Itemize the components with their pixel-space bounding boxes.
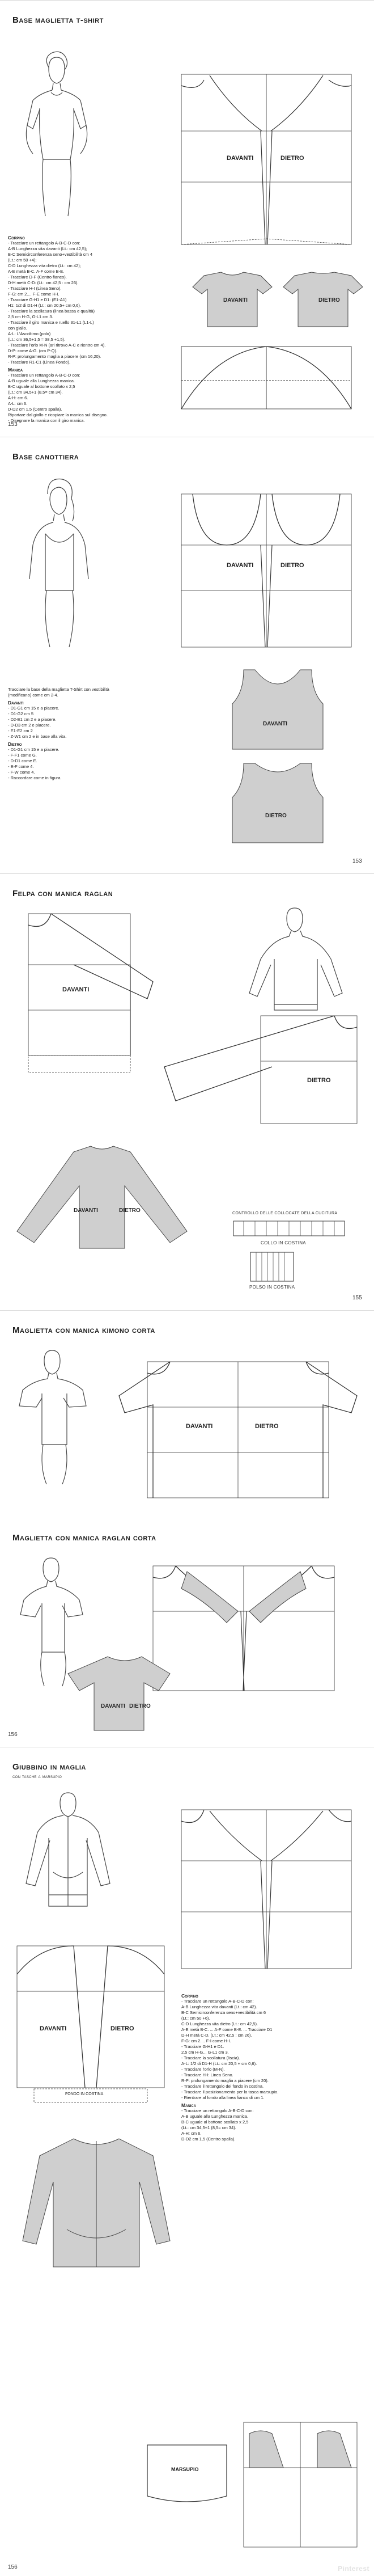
instruction-line: (Lt.: cm 50 +6).	[181, 2016, 210, 2021]
instruction-line: - D1-G1 cm 15 e a piacere.	[8, 706, 60, 711]
pattern-draft-felpa-back	[153, 1010, 363, 1129]
label-davanti: DAVANTI	[186, 1423, 213, 1430]
caption-polso: POLSO IN COSTINA	[249, 1285, 295, 1290]
instruction-line: A-L: 1/2 di D1-H (Lt.: cm 20,5 + cm 0,6).	[181, 2061, 257, 2066]
instruction-line: - F-F1 come G.	[8, 753, 37, 758]
label-marsupio: MARSUPIO	[171, 2467, 199, 2472]
instruction-line: (Lt.: cm 34,5+1 (8,5= cm 34).	[8, 390, 63, 395]
flat-sketch-giubbino	[11, 2133, 181, 2281]
page-number: 156	[8, 2564, 18, 2570]
page-title-kimono: Maglietta con manica kimono corta	[12, 1325, 155, 1335]
instruction-line: - Tracciare R1-C1 (Linea Fondo).	[8, 360, 71, 365]
label-davanti: DAVANTI	[227, 155, 254, 162]
label-dietro: DIETRO	[110, 2025, 134, 2032]
section-heading: Davanti	[8, 700, 24, 706]
ribbing-collar	[232, 1220, 346, 1237]
instruction-line: C-D Lunghezza vita dietro (Lt.: cm 42);	[8, 263, 81, 268]
label-dietro: DIETRO	[280, 155, 304, 162]
instruction-line: - Tracciare il giro manica e ruello 31-L1 (L1-L)	[8, 320, 94, 325]
instruction-line: - E1-E2 cm 2	[8, 728, 33, 733]
pattern-draft-canottiera	[170, 477, 363, 658]
instruction-line: (modificano) come cm 2-4.	[8, 692, 58, 698]
instruction-line: - D1-G2 cm 5	[8, 711, 34, 716]
section-heading: Manica	[8, 367, 23, 373]
section-heading: Corpino	[8, 235, 25, 240]
instruction-list	[8, 235, 130, 424]
instruction-line: - Tracciare il rettangolo del fondo in costina.	[181, 2084, 264, 2089]
instruction-line: D-H metà C-D: (Lt.: cm 42,5 : cm 26).	[8, 280, 79, 285]
instruction-line: - Tracciare D-F (Centro fianco).	[8, 275, 67, 280]
instruction-line: - Raccordare come in figura.	[8, 775, 62, 780]
instruction-line: - Tracciare un rettangolo A-B-C-D con:	[8, 373, 80, 378]
flat-label-dietro: DIETRO	[265, 813, 287, 819]
instruction-line: A-H: cm 6.	[181, 2131, 202, 2136]
section-heading: Corpino	[181, 1993, 198, 1999]
page-giubbino	[0, 1747, 374, 2576]
instruction-line: - F-W come 4.	[8, 770, 35, 775]
page-number: 155	[352, 1295, 362, 1301]
flat-label-dietro: DIETRO	[119, 1207, 141, 1214]
page-title: Base canottiera	[12, 452, 79, 462]
label-dietro: DIETRO	[255, 1423, 279, 1430]
instruction-line: (Lt.: cm 36,5+1,5 = 38,5 +1,5).	[8, 337, 66, 342]
label-davanti: DAVANTI	[40, 2025, 67, 2032]
instruction-line: A-B uguale alla Lunghezza manica.	[8, 378, 75, 383]
page-base-maglietta	[0, 0, 374, 434]
instruction-line: (Lt.: cm 50 +4);	[8, 257, 37, 263]
instruction-line: B-C uguale al bottone scollato x 2,5	[181, 2119, 249, 2125]
fashion-figure-tshirt	[11, 40, 108, 222]
fashion-figure-canottiera	[11, 471, 108, 653]
instruction-line: A-B uguale alla Lunghezza manica.	[181, 2114, 248, 2119]
instructions-text	[8, 233, 130, 424]
instruction-line: Riportare dal giallo e ricopiare la manica sul disegno.	[8, 412, 108, 417]
caption-collo: COLLO IN COSTINA	[261, 1240, 306, 1245]
instruction-line: - Tracciare la scollatura (liscia).	[181, 2055, 240, 2060]
instructions-text	[181, 1991, 363, 2142]
flat-label-davanti: DAVANTI	[74, 1207, 98, 1214]
flat-sketch-raglan-corta	[62, 1651, 187, 1736]
instruction-line: F-G: cm 2.... F-E come H-I.	[8, 292, 60, 297]
flat-sketch-tshirt	[181, 270, 363, 330]
instruction-line: A-L: cm 6.	[8, 401, 28, 406]
instruction-line: - Tracciare il posizionamento per la tasca marsupio.	[181, 2089, 279, 2094]
flat-label-dietro: DIETRO	[129, 1703, 151, 1709]
instruction-line: A-L: L'Ascoltimo (polo)	[8, 331, 51, 336]
page-base-canottiera	[0, 437, 374, 871]
pocket-pattern-marsupio	[136, 2439, 238, 2507]
instruction-line: H1: 1/2 di D1-H (Lt.: cm 20,5+ cm 0,6).	[8, 303, 82, 308]
watermark-text: Pinterest	[338, 2565, 369, 2573]
instruction-line: - D2-E1 cm 2 e a piacere.	[8, 717, 57, 722]
instruction-line: - D1-G1 cm 15 e a piacere.	[8, 747, 60, 752]
flat-sketch-felpa	[11, 1141, 193, 1254]
page-number: 153	[352, 858, 362, 864]
instruction-line: A-H: cm 6.	[8, 395, 28, 400]
instruction-line: R-P: prolungamento maglia a piacere (cm 16,20).	[8, 354, 101, 359]
instruction-line: - Tracciare G-H1 e D1.	[181, 2044, 224, 2049]
fashion-figure-felpa	[238, 897, 357, 1021]
section-heading: Dietro	[8, 741, 22, 747]
instruction-line: - Tracciare G-H1 e D1: (E1-A1)	[8, 297, 67, 302]
instruction-line: - Tracciare un rettangolo A-B-C-D con:	[181, 1999, 254, 2004]
instruction-line: D-D2 cm 1,5 (Centro spalla).	[8, 407, 62, 412]
instructions-text	[8, 687, 133, 781]
instruction-line: D-H metà C-D. (Lt.: cm 42,5 : cm 26).	[181, 2033, 252, 2038]
instruction-line: - Z-W1 cm 2 e in base alla vita.	[8, 734, 67, 739]
label-davanti: DAVANTI	[227, 562, 254, 569]
flat-label-davanti: DAVANTI	[101, 1703, 125, 1709]
page-felpa-raglan	[0, 873, 374, 1307]
instruction-line: con giallo.	[8, 326, 27, 331]
instruction-line: B-C uguale al bottone scollato x 2,5	[8, 384, 75, 389]
page-subtitle: con tasche a marsupio	[12, 1773, 62, 1779]
instruction-line: - Tracciare l'orlo (M-N).	[181, 2067, 225, 2072]
instruction-line: - Rientrare al fondo alla linea fianco di cm 1.	[181, 2095, 265, 2100]
page-number: 156	[8, 1732, 18, 1738]
instruction-line: D-D2 cm 1,5 (Centro spalla).	[181, 2136, 236, 2142]
instruction-line: A-B Lunghezza vita davanti (Lt.: cm 42).	[181, 2004, 257, 2009]
label-dietro: DIETRO	[307, 1077, 331, 1084]
instruction-line: - Tracciare la scollatura (linea bassa e qualità)	[8, 309, 95, 314]
label-fondo-costina: FONDO IN COSTINA	[65, 2092, 104, 2096]
instruction-line: - Tracciare l'orlo M-N (ari ritrovo A-C e rientro cm 4).	[8, 343, 106, 348]
caption-cuciture: CONTROLLO DELLE COLLOCATE DELLA CUCITURA	[232, 1211, 338, 1215]
page-title: Base maglietta t-shirt	[12, 15, 104, 25]
instruction-line: A-B Lunghezza vita davanti (Lt.: cm 42,5);	[8, 246, 87, 251]
instruction-list	[181, 1993, 363, 2142]
instruction-line: - D-D3 cm 2 e piacere.	[8, 723, 51, 728]
pattern-draft-felpa-front	[23, 902, 159, 1078]
page-maglietta-kimono-raglan	[0, 1310, 374, 1744]
flat-label-dietro: DIETRO	[318, 297, 340, 303]
page-title: Felpa con manica raglan	[12, 889, 113, 898]
instruction-line: - Tracciare H-I (Linea Seno).	[8, 286, 62, 291]
flat-label-davanti: DAVANTI	[223, 297, 248, 303]
pattern-draft-giubbino-body	[170, 1793, 363, 1980]
instruction-line: - Tracciare un rettangolo A-B-C-D con:	[181, 2108, 254, 2113]
flat-sketch-canottiera	[204, 664, 351, 851]
instruction-line: Tracciare la base della maglietta T-Shirt con vestibilità	[8, 687, 109, 692]
fashion-figure-giubbino	[11, 1781, 125, 1929]
sleeve-pattern-giubbino	[11, 1940, 170, 2105]
instruction-line: B-C Semicirconferenza seno+vestibilità cm 6	[181, 2010, 266, 2015]
instruction-line: (Lt.: cm 34,5+1 (8,5= cm 34).	[181, 2125, 236, 2130]
pattern-draft-tshirt	[170, 52, 360, 261]
page-title-raglan-corta: Maglietta con manica raglan corta	[12, 1533, 156, 1543]
fashion-figure-kimono	[11, 1339, 96, 1487]
sleeve-pattern-tshirt	[170, 341, 363, 420]
flat-label-davanti: DAVANTI	[263, 721, 287, 727]
page-title: Giubbino in maglia	[12, 1762, 86, 1772]
instruction-line: - Disegnare la manica con il giro manica.	[8, 418, 85, 423]
instruction-line: A-E metà B-C. ... A-F come B-E. ... Tracciare D1	[181, 2027, 273, 2032]
page-number: 153	[8, 421, 18, 428]
instruction-line: B-C Semicirconferenza seno+vestibilità cm 4	[8, 252, 93, 257]
instruction-line: 2,5 cm H-G, G-L1 cm 3.	[8, 314, 53, 319]
instruction-line: - Tracciare un rettangolo A-B-C-D con:	[8, 240, 80, 246]
label-dietro: DIETRO	[280, 562, 304, 569]
section-heading: Manica	[181, 2102, 197, 2108]
instruction-line: F-G: cm 2.... F-I come H-I.	[181, 2038, 231, 2043]
ribbing-cuff	[249, 1251, 295, 1282]
instruction-line: C-D Lunghezza vita dietro (Lt.: cm 42,5).	[181, 2021, 258, 2026]
instruction-line: - E-F come 4.	[8, 764, 34, 769]
instruction-line: - D-D1 come E.	[8, 758, 37, 763]
pattern-draft-kimono	[113, 1339, 363, 1509]
instruction-line: - Tracciare H-I: Linea Seno.	[181, 2072, 233, 2077]
instruction-line: R-P: prolungamento maglia a piacere (cm 20).	[181, 2078, 269, 2083]
instruction-list	[8, 687, 133, 781]
instruction-line: D-P: come A-G. (cm P-Q).	[8, 348, 58, 353]
instruction-line: A-E metà B-C. A-F come B-E.	[8, 269, 65, 274]
pattern-draft-giubbino-detail	[238, 2417, 363, 2553]
label-davanti: DAVANTI	[62, 986, 90, 993]
instruction-line: 2,5 cm H-G... G-L1 cm 3.	[181, 2050, 229, 2055]
